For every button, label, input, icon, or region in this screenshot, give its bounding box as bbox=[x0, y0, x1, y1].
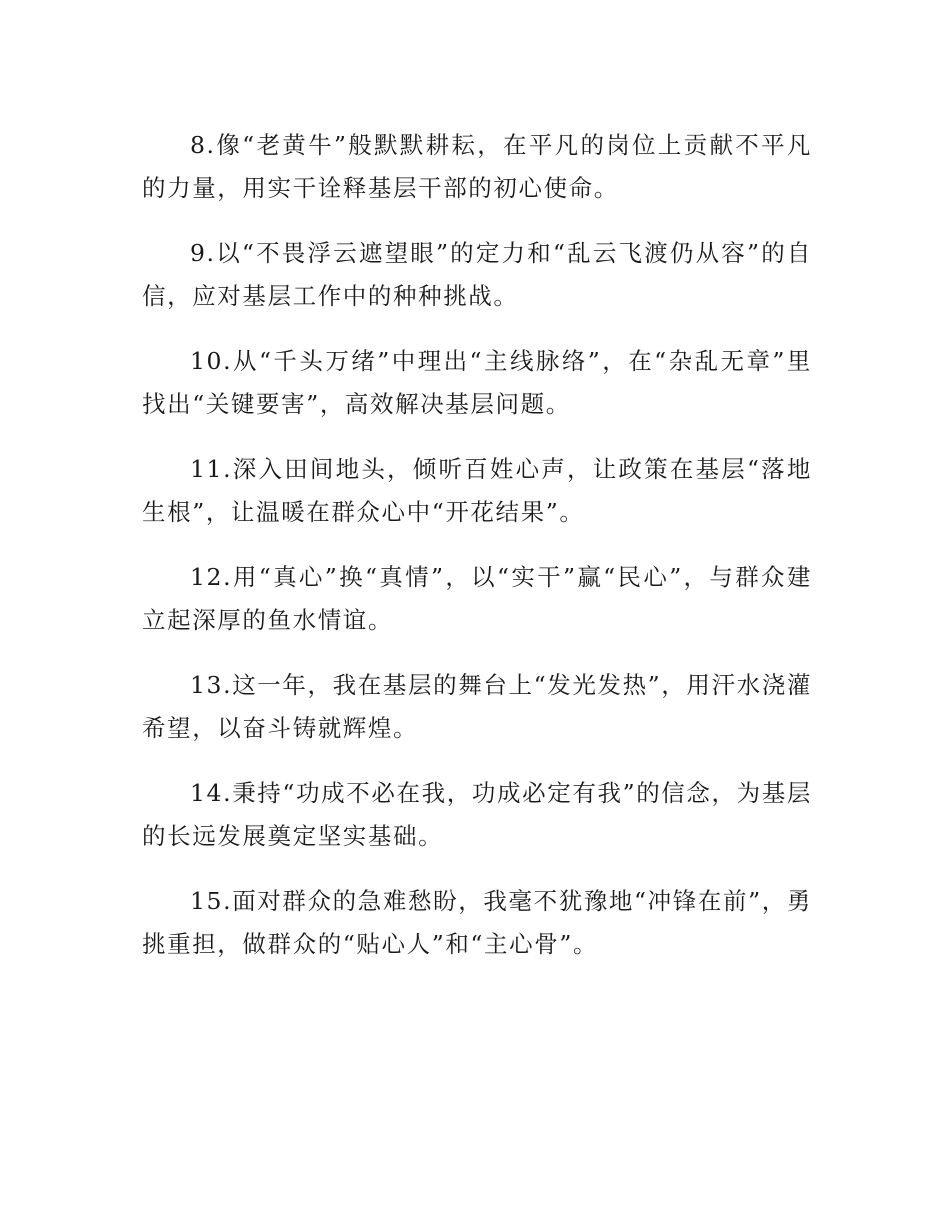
paragraph-8: 8.像“老黄牛”般默默耕耘，在平凡的岗位上贡献不平凡的力量，用实干诠释基层干部的初心使命。 bbox=[142, 131, 812, 202]
paragraph-15: 15.面对群众的急难愁盼，我毫不犹豫地“冲锋在前”，勇挑重担，做群众的“贴心人”和“主心骨”。 bbox=[142, 887, 812, 958]
paragraph-9: 9.以“不畏浮云遮望眼”的定力和“乱云飞渡仍从容”的自信，应对基层工作中的种种挑战。 bbox=[142, 239, 812, 310]
paragraph-11: 11.深入田间地头，倾听百姓心声，让政策在基层“落地生根”，让温暖在群众心中“开花结果”。 bbox=[142, 455, 812, 526]
document-body bbox=[142, 124, 812, 988]
paragraph-14: 14.秉持“功成不必在我，功成必定有我”的信念，为基层的长远发展奠定坚实基础。 bbox=[142, 779, 812, 850]
paragraph-13: 13.这一年，我在基层的舞台上“发光发热”，用汗水浇灌希望，以奋斗铸就辉煌。 bbox=[142, 671, 812, 742]
paragraph-12: 12.用“真心”换“真情”，以“实干”赢“民心”，与群众建立起深厚的鱼水情谊。 bbox=[142, 563, 812, 634]
paragraph-10: 10.从“千头万绪”中理出“主线脉络”，在“杂乱无章”里找出“关键要害”，高效解决基层问题。 bbox=[142, 347, 812, 418]
